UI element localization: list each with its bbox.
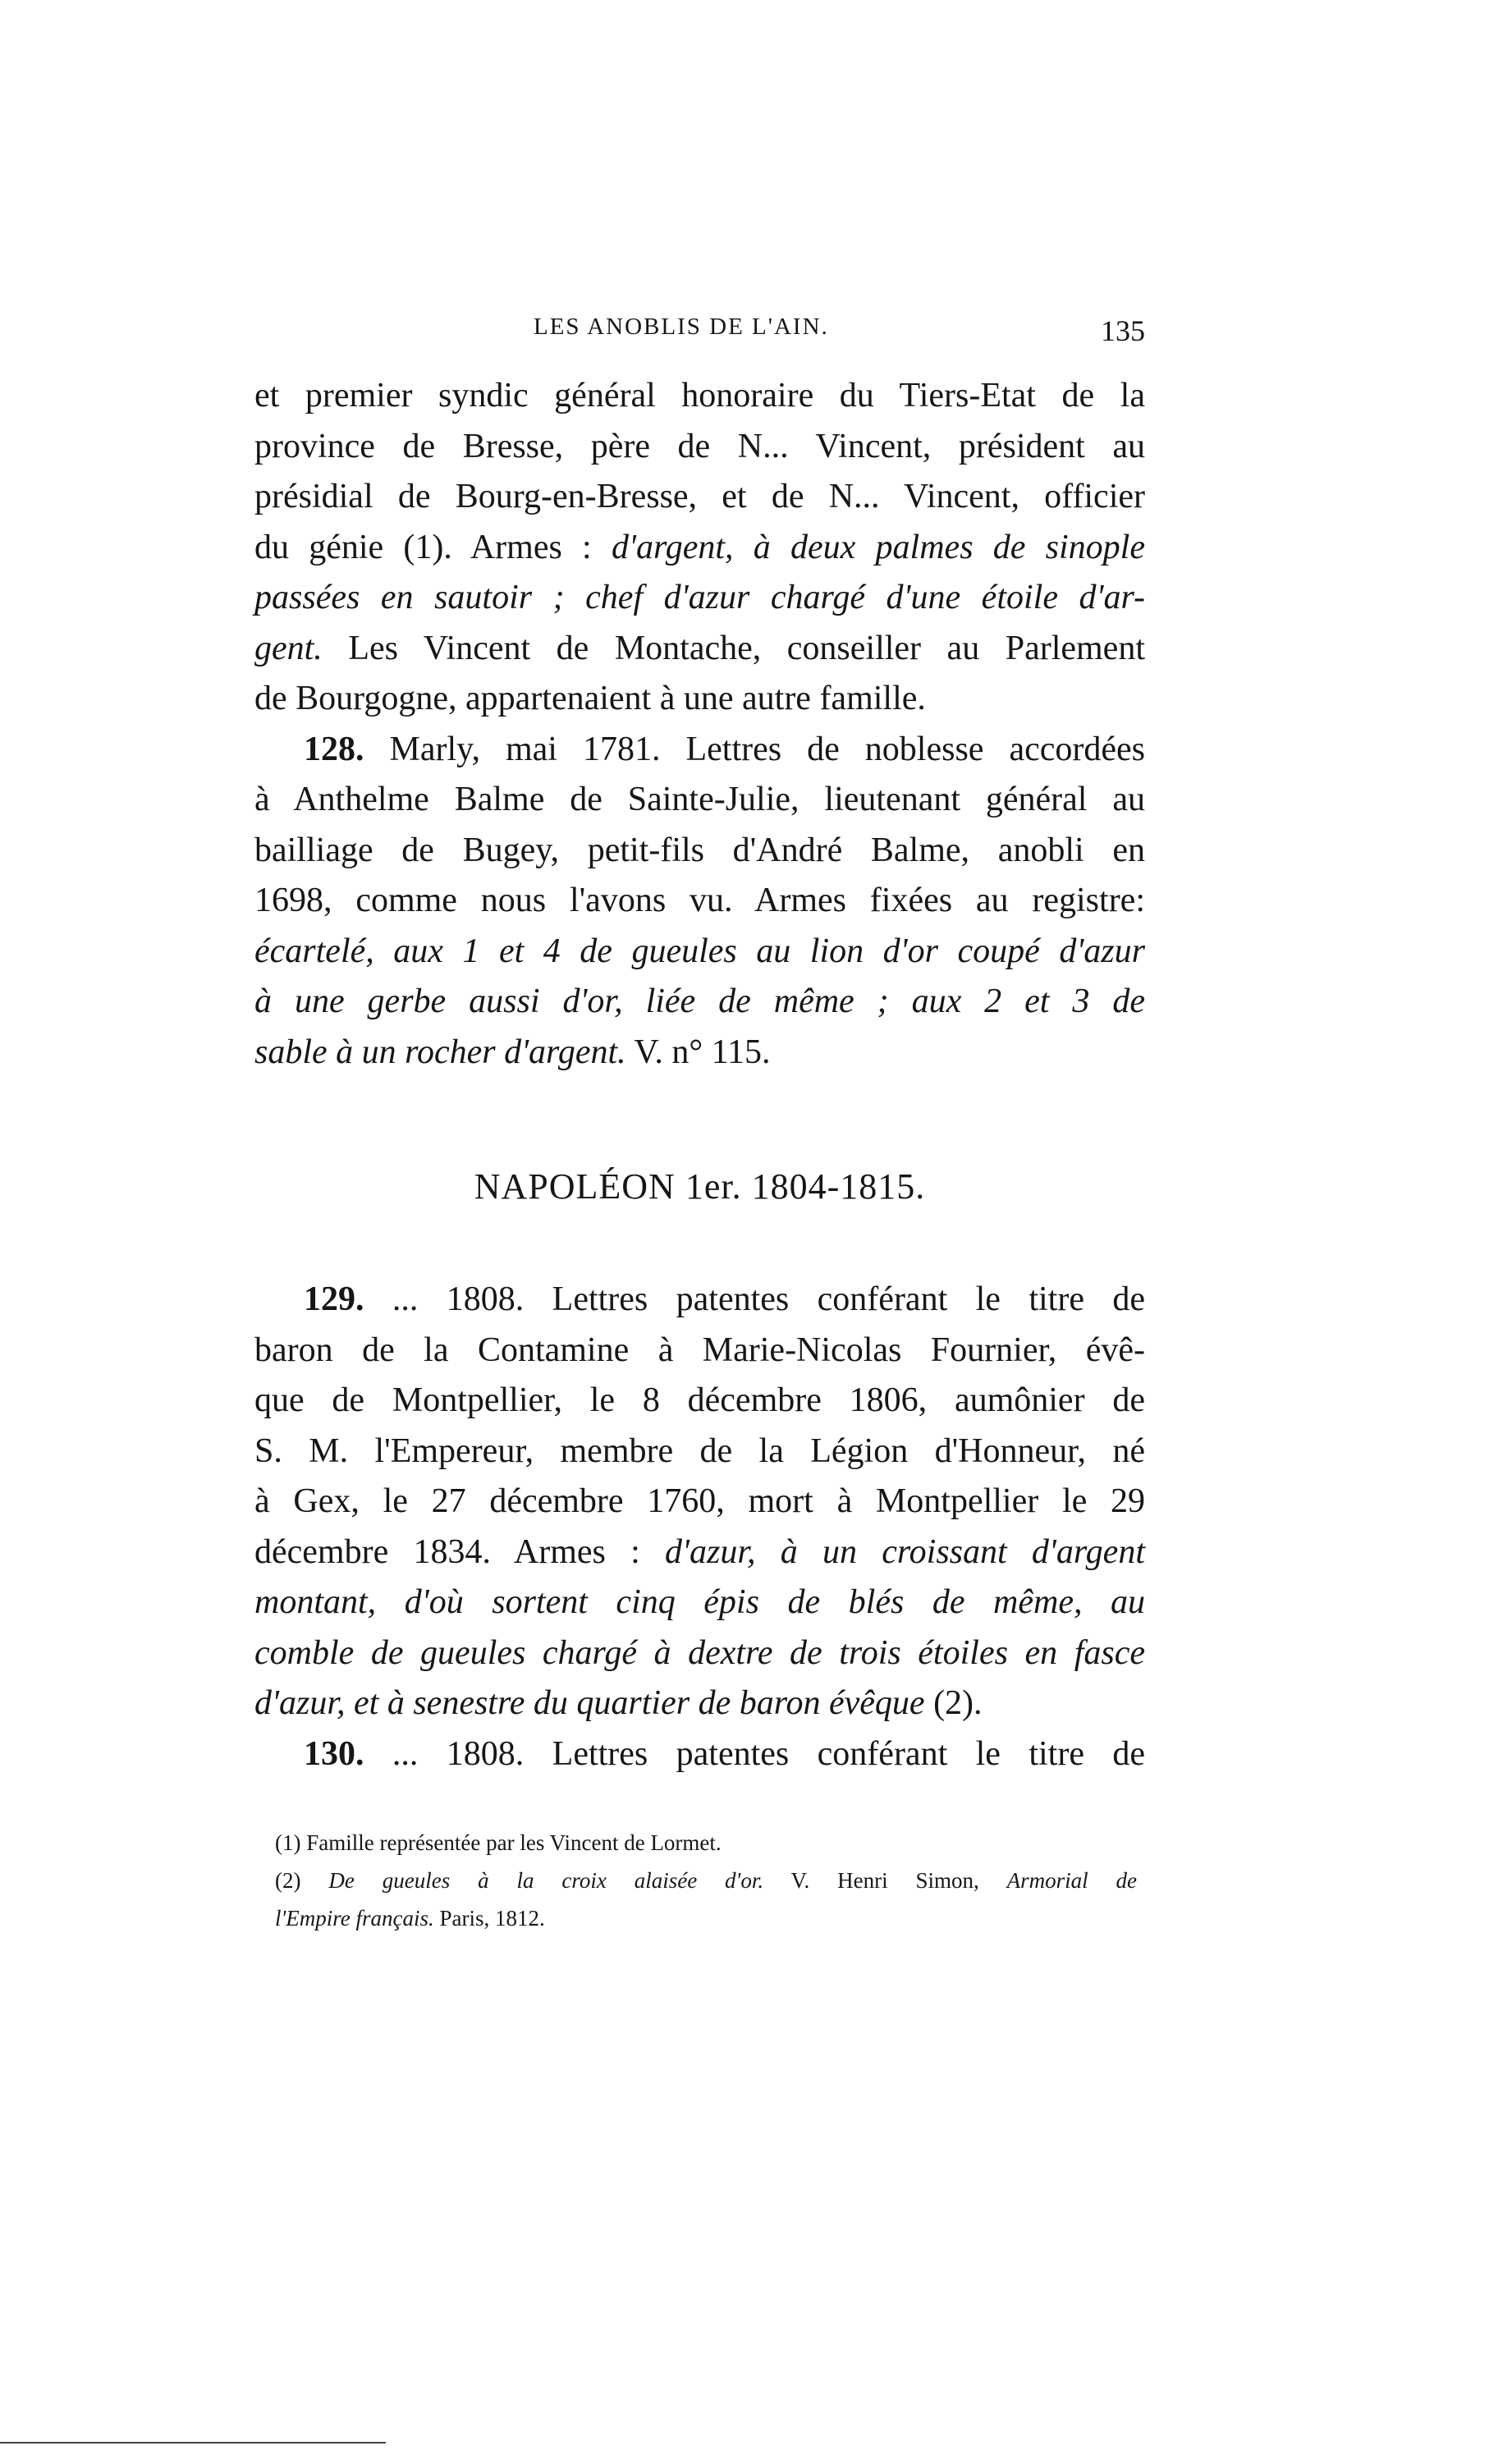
text-span: du génie (1). Armes : (254, 528, 612, 566)
footnote-2-continued (275, 1899, 1137, 1937)
entry-number: 128. (304, 730, 364, 768)
text-span: Les Vincent de Montache, conseiller au Parlement (322, 629, 1145, 667)
text-line (254, 1679, 1145, 1729)
text-line: S. M. l'Empereur, membre de la Légion d'Honneur, né (254, 1431, 1145, 1470)
text-line: baron de la Contamine à Marie-Nicolas Fournier, évê- (254, 1331, 1145, 1369)
footnote-italic: l'Empire français. (275, 1906, 434, 1931)
text-line: à Gex, le 27 décembre 1760, mort à Montpellier le 29 (254, 1482, 1145, 1520)
text-line (254, 1028, 1145, 1079)
footnote-italic: Armorial de (1006, 1868, 1138, 1893)
body-text-block-2 (254, 1275, 1145, 1779)
blazon-text: sable à un rocher d'argent. (254, 1033, 626, 1071)
text-line: présidial de Bourg-en-Bresse, et de N... Vincent, officier (254, 478, 1145, 515)
entry-130-start (254, 1729, 1145, 1780)
entry-129-start (254, 1275, 1145, 1326)
text-line: 1698, comme nous l'avons vu. Armes fixées au registre: (254, 882, 1145, 919)
text-line: bailliage de Bugey, petit-fils d'André Balme, anobli en (254, 831, 1145, 869)
entry-number: 129. (304, 1280, 364, 1318)
blazon-line: passées en sautoir ; chef d'azur chargé d'une étoile d'ar- (254, 579, 1145, 616)
footnote-italic: De gueules à la croix alaisée d'or. (328, 1868, 764, 1893)
text-span: ... 1808. Lettres patentes conférant le titre de (364, 1734, 1145, 1773)
footnote-text: V. Henri Simon, (763, 1868, 1007, 1893)
text-line (254, 624, 1145, 675)
text-line: et premier syndic général honoraire du Tiers-Etat de la (254, 377, 1145, 415)
blazon-line: écartelé, aux 1 et 4 de gueules au lion d'or coupé d'azur (254, 932, 1145, 970)
footnotes (275, 1824, 1137, 1937)
blazon-line: comble de gueules chargé à dextre de trois étoiles en fasce (254, 1633, 1145, 1672)
footnote-2 (275, 1862, 1137, 1899)
blazon-line: montant, d'où sortent cinq épis de blés de même, au (254, 1583, 1145, 1621)
running-title: LES ANOBLIS DE L'AIN. (534, 314, 829, 340)
blazon-line: à une gerbe aussi d'or, liée de même ; aux 2 et 3 de (254, 982, 1145, 1020)
blazon-text: d'argent, à deux palmes de sinople (611, 528, 1145, 566)
footnote-ref: (2). (924, 1684, 983, 1722)
blazon-text: gent. (254, 629, 323, 667)
body-text-block-1 (254, 371, 1145, 1078)
section-heading: NAPOLÉON 1er. 1804-1815. (474, 1166, 926, 1207)
text-line (254, 523, 1145, 574)
blazon-text: d'azur, à un croissant d'argent (665, 1532, 1145, 1571)
text-span: Marly, mai 1781. Lettres de noblesse accordées (364, 730, 1145, 768)
text-span: ... 1808. Lettres patentes conférant le titre de (364, 1280, 1145, 1318)
footnote-marker: (2) (275, 1868, 329, 1893)
running-head (254, 314, 1145, 355)
footnote-1: (1) Famille représentée par les Vincent de Lormet. (275, 1830, 722, 1855)
scan-edge-rule (0, 2442, 386, 2444)
text-span: décembre 1834. Armes : (254, 1532, 665, 1571)
text-line: de Bourgogne, appartenaient à une autre famille. (254, 680, 926, 717)
page-number: 135 (1101, 314, 1145, 347)
blazon-text: d'azur, et à senestre du quartier de baron évêque (254, 1684, 925, 1722)
entry-number: 130. (304, 1734, 364, 1773)
text-line (254, 1528, 1145, 1578)
text-line: que de Montpellier, le 8 décembre 1806, aumônier de (254, 1381, 1145, 1419)
text-span: V. n° 115. (625, 1033, 771, 1071)
entry-128-start (254, 725, 1145, 776)
text-line: province de Bresse, père de N... Vincent, président au (254, 427, 1145, 465)
text-line: à Anthelme Balme de Sainte-Julie, lieutenant général au (254, 781, 1145, 818)
footnote-text: Paris, 1812. (433, 1906, 545, 1931)
